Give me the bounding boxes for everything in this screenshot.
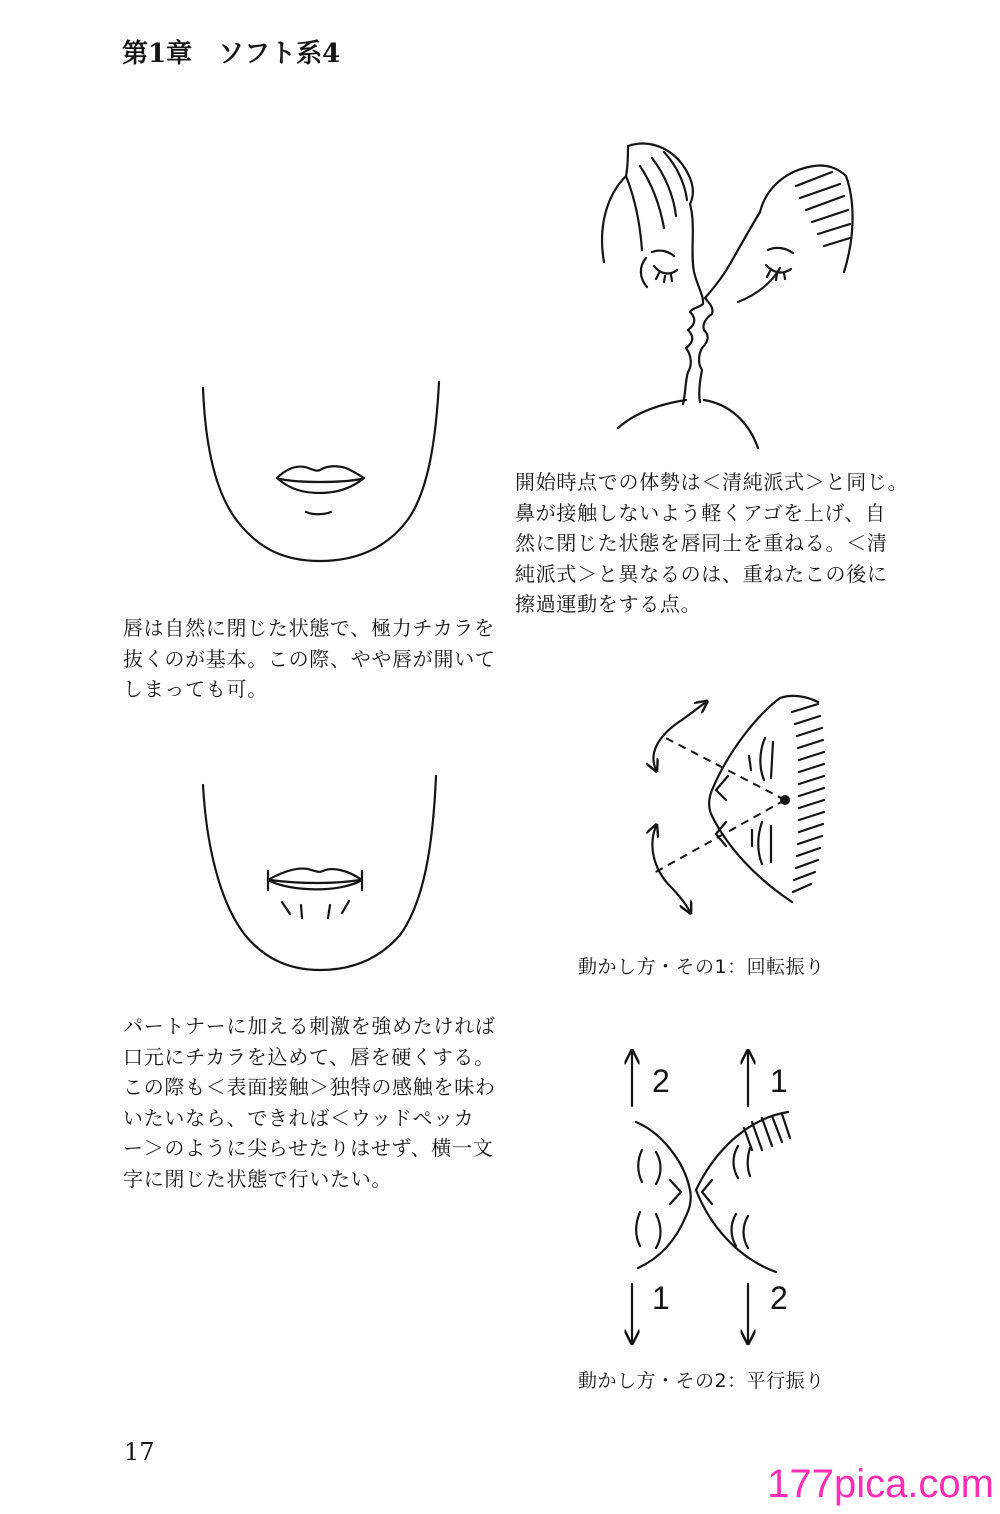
- right-hair-hatching: [744, 1114, 790, 1150]
- left-head-outline: [636, 1122, 691, 1268]
- caption-line: この際も＜表面接触＞独特の感触を味わ: [123, 1075, 496, 1099]
- right-head-outline: [696, 1112, 788, 1272]
- chin-mark: [306, 512, 331, 514]
- start-pose-caption: [515, 467, 908, 620]
- rotation-diagram: [630, 685, 830, 925]
- head-outline: [709, 698, 792, 902]
- parallel-diagram: [600, 1035, 820, 1355]
- axis-dashed-lower: [652, 800, 785, 874]
- right-down-label: 2: [770, 1280, 788, 1316]
- chapter-title: 第1章 ソフト系4: [122, 39, 341, 69]
- left-person-ear: [641, 258, 647, 287]
- watermark: 177pica.com: [767, 1462, 994, 1506]
- jaw-outline: [203, 382, 439, 561]
- left-person-face-profile: [683, 204, 703, 404]
- pivot-dot: [780, 795, 790, 805]
- firm-lips-illustration: [190, 770, 450, 980]
- rotation-figure-caption: 動かし方・その1：回転振り: [578, 956, 825, 978]
- mouth-line: [280, 479, 361, 482]
- upper-lip: [268, 869, 362, 880]
- right-person-face-profile: [699, 212, 760, 402]
- caption-line: しまっても可。: [123, 677, 268, 701]
- chin-tension-marks: [282, 901, 349, 918]
- right-person-hair: [760, 165, 853, 272]
- left-up-label: 2: [652, 1063, 670, 1099]
- caption-line: 口元にチカラを込めて、唇を硬くする。: [123, 1044, 495, 1069]
- kiss-profile-illustration: [560, 130, 900, 460]
- caption-line: 唇は自然に閉じた状態で、極力チカラを: [123, 616, 495, 640]
- left-face-marks: [636, 1150, 681, 1248]
- left-person-closed-eye: [652, 251, 677, 282]
- relaxed-lips-illustration: [190, 375, 450, 575]
- upper-lip: [277, 466, 364, 478]
- right-up-label: 1: [770, 1063, 788, 1099]
- left-down-label: 1: [652, 1280, 670, 1316]
- caption-line: 鼻が接触しないよう軽くアゴを上げ、自: [515, 500, 886, 525]
- right-face-marks: [702, 1146, 750, 1248]
- left-person-hair: [602, 144, 693, 262]
- firm-lips-caption: [123, 1011, 496, 1194]
- rotation-arrow-upper: [653, 702, 706, 770]
- caption-line: 開始時点での体勢は＜清純派式＞と同じ。: [515, 470, 909, 494]
- caption-line: ー＞のように尖らせたりはせず、横一文: [123, 1136, 494, 1160]
- relaxed-lips-caption: [123, 613, 496, 705]
- hair-hatching: [780, 696, 824, 892]
- shoulders: [618, 400, 758, 448]
- rotation-arrow-lower: [652, 826, 690, 912]
- caption-line: いたいなら、できれば＜ウッドペッカ: [123, 1105, 475, 1130]
- caption-line: 然に閉じた状態を唇同士を重ねる。＜清: [515, 531, 888, 555]
- page-number: 17: [124, 1438, 155, 1466]
- caption-line: パートナーに加える刺激を強めたければ: [123, 1014, 496, 1038]
- caption-line: 擦過運動をする点。: [515, 592, 702, 616]
- mouth-line: [270, 880, 360, 883]
- caption-line: 純派式＞と異なるのは、重ねたこの後に: [515, 561, 888, 586]
- jaw-outline: [203, 776, 436, 970]
- right-person-closed-eye: [766, 248, 793, 280]
- parallel-figure-caption: 動かし方・その2：平行振り: [578, 1370, 825, 1392]
- caption-line: 字に閉じた状態で行いたい。: [123, 1166, 393, 1191]
- face-marks: [749, 738, 773, 864]
- caption-line: 抜くのが基本。この際、やや唇が開いて: [123, 646, 496, 671]
- right-person-jaw: [738, 268, 780, 302]
